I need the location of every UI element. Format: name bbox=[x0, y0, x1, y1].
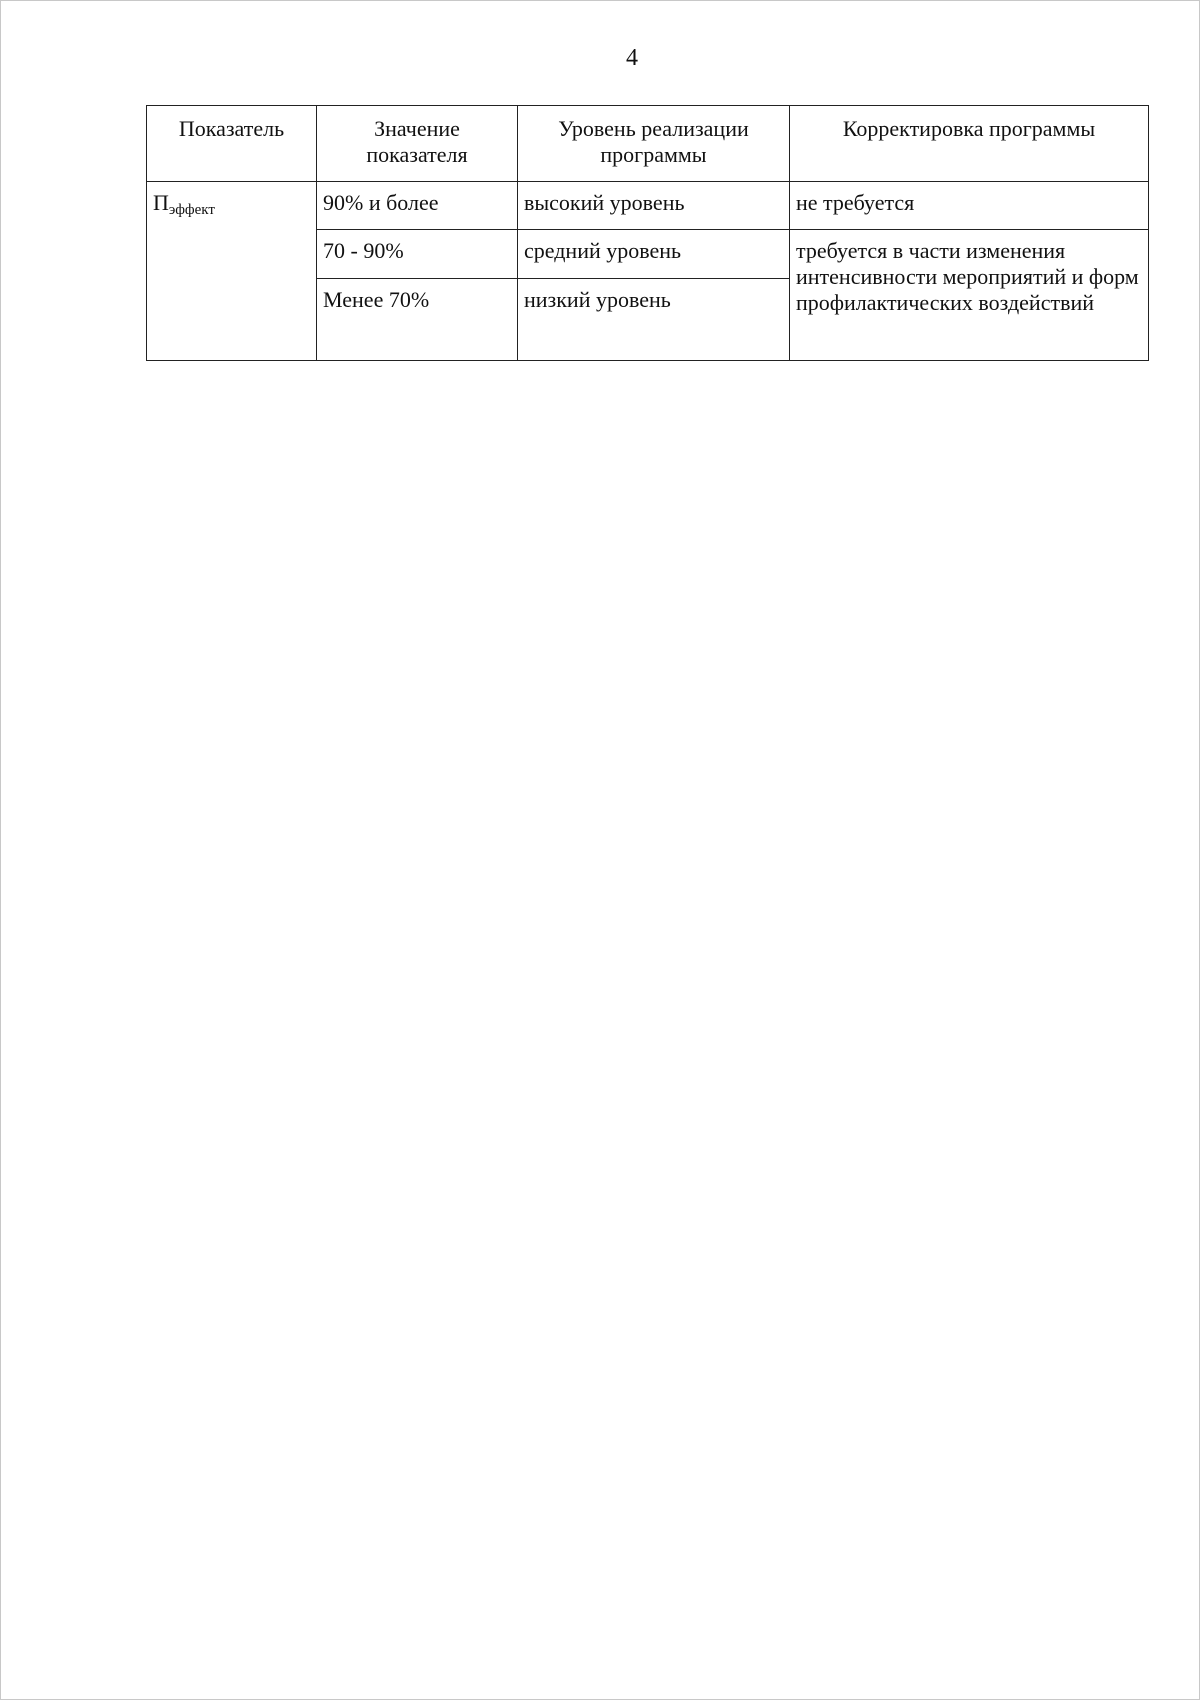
level-cell: низкий уровень bbox=[518, 279, 790, 361]
header-correction: Корректировка программы bbox=[790, 106, 1149, 182]
header-value: Значение показателя bbox=[317, 106, 518, 182]
table-header-row bbox=[147, 106, 1149, 182]
indicator-cell bbox=[147, 182, 317, 361]
indicator-symbol: П bbox=[153, 190, 169, 215]
level-cell: высокий уровень bbox=[518, 182, 790, 230]
correction-cell: требуется в части изменения интенсивности мероприятий и форм профилактических воздействий bbox=[790, 230, 1149, 361]
correction-cell: не требуется bbox=[790, 182, 1149, 230]
value-cell: Менее 70% bbox=[317, 279, 518, 361]
indicator-table bbox=[146, 105, 1149, 361]
table-row bbox=[147, 182, 1149, 230]
header-level: Уровень реализации программы bbox=[518, 106, 790, 182]
page-number: 4 bbox=[626, 45, 638, 71]
indicator-subscript: эффект bbox=[168, 202, 215, 218]
level-cell: средний уровень bbox=[518, 230, 790, 279]
header-indicator: Показатель bbox=[147, 106, 317, 182]
value-cell: 70 - 90% bbox=[317, 230, 518, 279]
value-cell: 90% и более bbox=[317, 182, 518, 230]
